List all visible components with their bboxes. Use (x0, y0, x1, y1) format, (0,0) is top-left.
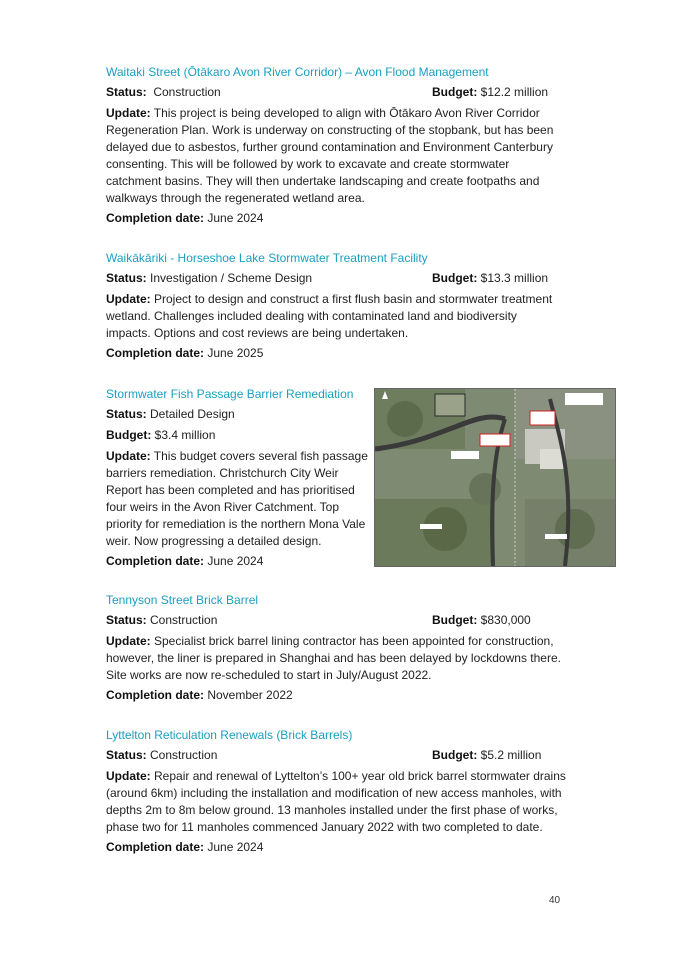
completion-date (106, 553, 368, 569)
update-line: barriers remediation. Christchurch City Weir (106, 466, 339, 480)
update-line: priority for remediation is the northern Mona Vale (106, 517, 366, 531)
update-line: impacts. Options and cost reviews are being undertaken. (106, 326, 409, 340)
budget (432, 271, 548, 286)
status-budget-row (106, 613, 556, 629)
completion-value: June 2024 (207, 211, 264, 225)
status-value: Construction (150, 613, 218, 627)
status-label: Status: (106, 85, 147, 99)
update-text: This budget covers several fish passage (150, 449, 368, 463)
project-lyttelton-reticulation (106, 727, 566, 855)
update-paragraph (106, 633, 561, 684)
budget-label: Budget: (432, 85, 478, 99)
budget (432, 748, 541, 763)
project-title: Stormwater Fish Passage Barrier Remediation (106, 387, 354, 401)
status-row (106, 407, 368, 423)
status-budget-row (106, 271, 556, 287)
budget-value: $5.2 million (480, 748, 542, 762)
completion-label: Completion date: (106, 211, 204, 225)
update-line: delayed due to asbestos, further ground contamination and Environment Canterbury (106, 140, 553, 154)
status-value: Construction (150, 748, 218, 762)
update-line: depths 2m to 8m below ground. 13 manholes installed under the first phase of works, (106, 803, 558, 817)
status-label: Status: (106, 407, 147, 421)
budget-label: Budget: (432, 748, 478, 762)
status-value: Investigation / Scheme Design (150, 271, 313, 285)
project-tennyson-street (106, 592, 561, 703)
completion-value: June 2024 (207, 554, 264, 568)
update-label: Update: (106, 292, 151, 306)
page-number: 40 (549, 895, 561, 906)
status-value: Construction (153, 85, 221, 99)
update-text: Repair and renewal of Lyttelton’s 100+ year old brick barrel stormwater drains (150, 769, 566, 783)
update-line (106, 768, 566, 785)
project-horseshoe-lake (106, 250, 556, 361)
project-title: Waikākāriki - Horseshoe Lake Stormwater Treatment Facility (106, 251, 428, 265)
update-paragraph (106, 105, 556, 207)
status-budget-row (106, 748, 556, 764)
update-line: (around 6km) including the installation and modification of new access manholes, with (106, 786, 562, 800)
project-title: Lyttelton Reticulation Renewals (Brick Barrels) (106, 728, 353, 742)
status-budget-row (106, 85, 556, 101)
status-label: Status: (106, 271, 147, 285)
budget (432, 85, 548, 100)
completion-label: Completion date: (106, 554, 204, 568)
update-line (106, 291, 556, 308)
project-waitaki-street (106, 64, 556, 226)
completion-value: November 2022 (207, 688, 293, 702)
project-fish-passage (106, 386, 368, 569)
aerial-map-svg (375, 389, 615, 566)
completion-label: Completion date: (106, 688, 204, 702)
project-title: Tennyson Street Brick Barrel (106, 593, 259, 607)
completion-date (106, 839, 556, 855)
update-line (106, 105, 556, 122)
status-label: Status: (106, 748, 147, 762)
update-line: wetland. Challenges included dealing with contaminated land and biodiversity (106, 309, 517, 323)
update-paragraph (106, 768, 566, 836)
budget-value: $3.4 million (154, 428, 216, 442)
budget-value: $830,000 (480, 613, 531, 627)
update-line: weir. Now progressing a detailed design. (106, 534, 322, 548)
budget-row (106, 428, 368, 444)
completion-date (106, 210, 556, 226)
update-line: consenting. This will be followed by work to excavate and create stormwater (106, 157, 510, 171)
update-label: Update: (106, 106, 151, 120)
update-text: This project is being developed to align with Ōtākaro Avon River Corridor (150, 106, 540, 120)
completion-date (106, 345, 556, 361)
update-label: Update: (106, 769, 151, 783)
update-paragraph (106, 448, 368, 550)
completion-value: June 2024 (207, 840, 264, 854)
update-text: Specialist brick barrel lining contractor has been appointed for construction, (150, 634, 554, 648)
aerial-map-image (374, 388, 616, 567)
update-line: however, the liner is prepared in Shanghai and has been delayed by lockdowns there. (106, 651, 561, 665)
update-line: Report has been completed and has prioritised (106, 483, 355, 497)
update-line: walkways through the regenerated wetland area. (106, 191, 365, 205)
update-line (106, 448, 368, 465)
update-line (106, 633, 556, 650)
update-label: Update: (106, 634, 151, 648)
project-title: Waitaki Street (Ōtākaro Avon River Corridor) – Avon Flood Management (106, 65, 489, 79)
update-line: Regeneration Plan. Work is underway on constructing of the stopbank, but has been (106, 123, 554, 137)
update-text: Project to design and construct a first flush basin and stormwater treatment (150, 292, 553, 306)
completion-date (106, 687, 556, 703)
budget-label: Budget: (106, 428, 152, 442)
budget-value: $13.3 million (480, 271, 549, 285)
completion-label: Completion date: (106, 840, 204, 854)
budget-value: $12.2 million (480, 85, 549, 99)
update-line: phase two for 11 manholes commenced January 2022 with two completed to date. (106, 820, 543, 834)
budget-label: Budget: (432, 271, 478, 285)
update-line: four weirs in the Avon River Catchment. Top (106, 500, 340, 514)
budget-label: Budget: (432, 613, 478, 627)
status-value: Detailed Design (150, 407, 235, 421)
update-line: Site works are now re-scheduled to start in July/August 2022. (106, 668, 432, 682)
update-label: Update: (106, 449, 151, 463)
completion-label: Completion date: (106, 346, 204, 360)
update-line: catchment basins. They will then undertake landscaping and create footpaths and (106, 174, 540, 188)
completion-value: June 2025 (207, 346, 264, 360)
status-label: Status: (106, 613, 147, 627)
budget (432, 613, 531, 628)
update-paragraph (106, 291, 556, 342)
